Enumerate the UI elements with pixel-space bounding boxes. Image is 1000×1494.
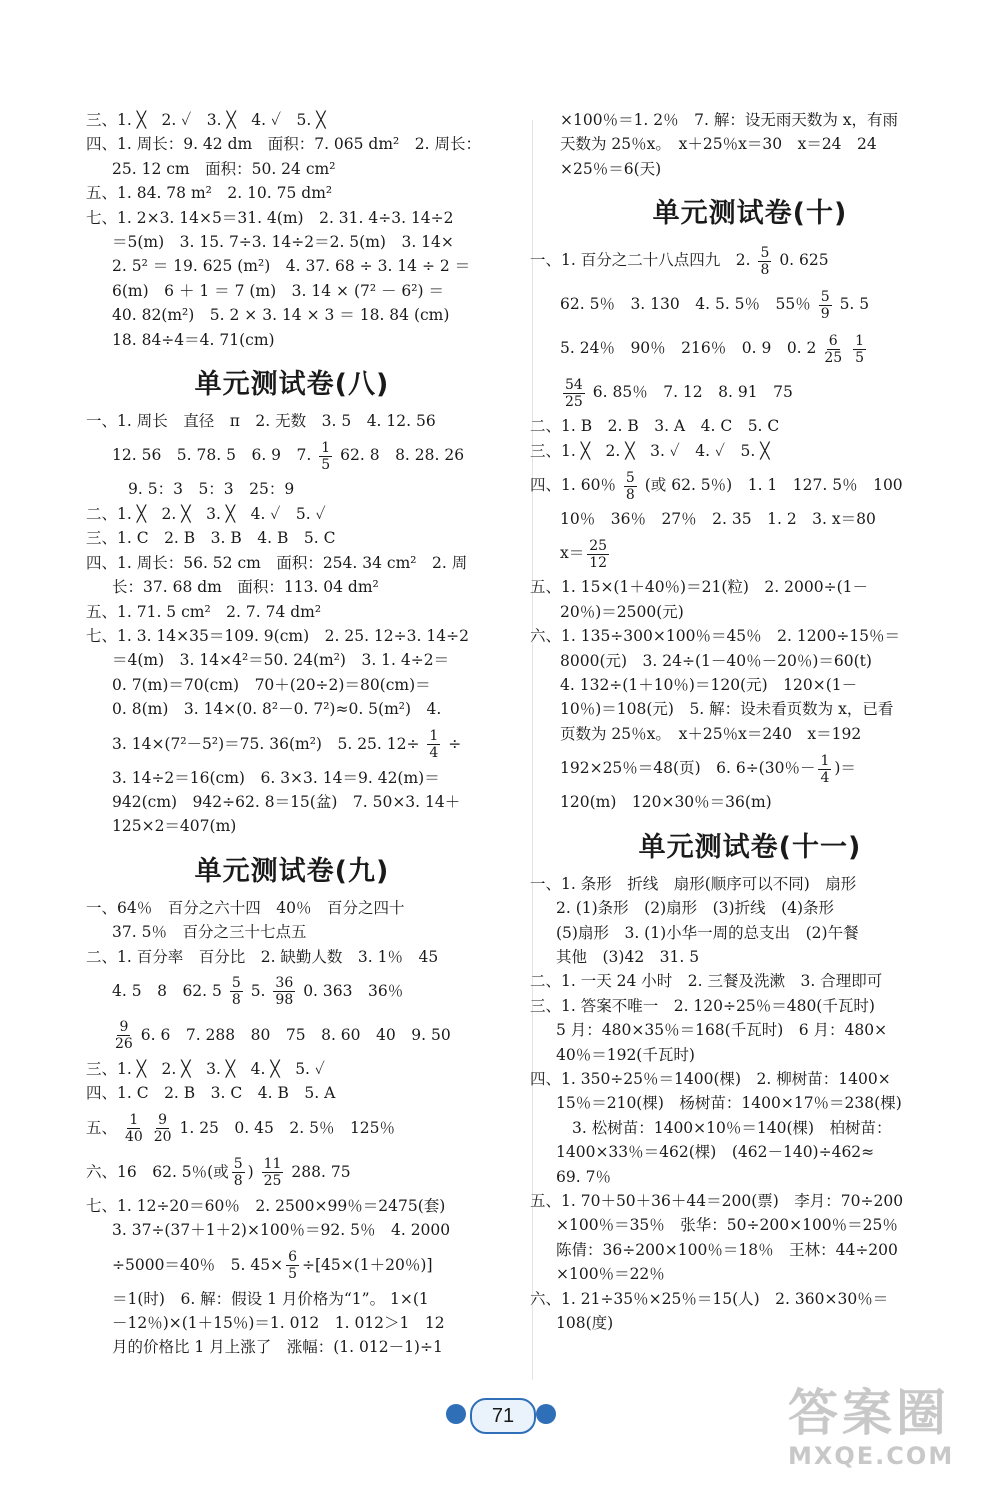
text-line: 10％)＝108(元) 5. 解：设未看页数为 x，已看 [560, 700, 894, 719]
text-line: 三、1. ╳ 2. ✓ 3. ╳ 4. ✓ 5. ╳ [86, 111, 326, 129]
fraction-numerator: 1 [321, 439, 331, 456]
fraction-denominator: 8 [231, 992, 241, 1009]
text-line [560, 746, 940, 790]
fraction-denominator: 40 [124, 1129, 143, 1146]
text-run: 6. 85％ 7. 12 8. 91 75 [592, 383, 793, 402]
text-line: －12％)×(1＋15％)＝1. 012 1. 012＞1 12 [112, 1314, 445, 1332]
text-line: 长：37. 68 dm 面积：113. 04 dm² [112, 578, 379, 597]
text-line: ＝4(m) 3. 14×4²＝50. 24(m²) 3. 1. 4÷2＝ [112, 651, 450, 670]
text-line [86, 1150, 498, 1194]
text-line [86, 1106, 498, 1150]
text-run: 12. 56 5. 78. 5 6. 9 7. [112, 446, 312, 465]
fraction-denominator: 8 [625, 486, 635, 503]
fraction-numerator: 25 [589, 537, 608, 554]
text-run: 四、1. 60％ [530, 476, 616, 495]
text-line [530, 463, 940, 507]
text-line: 108(度) [556, 1314, 614, 1332]
text-run: (或 62. 5％) 1. 1 127. 5％ 100 [644, 476, 903, 495]
fraction-denominator: 8 [760, 261, 770, 278]
text-line [86, 1013, 498, 1057]
text-line: (5)扇形 3. (1)小华一周的总支出 (2)午餐 [556, 923, 859, 942]
fraction-denominator: 25 [565, 393, 583, 410]
fraction-denominator: 98 [275, 992, 294, 1009]
text-run: 5. 24％ 90％ 216％ 0. 9 0. 2 [560, 339, 817, 358]
text-line: 四、1. 周长：56. 52 cm 面积：254. 34 cm² 2. 周 [86, 553, 468, 572]
text-line [86, 433, 498, 477]
fraction-denominator: 12 [589, 554, 608, 571]
text-line: 15％＝210(棵) 杨树苗：1400×17％＝238(棵) [556, 1094, 902, 1113]
text-line: 10％ 36％ 27％ 2. 35 1. 2 3. x＝80 [560, 510, 876, 529]
text-line: 五、1. 71. 5 cm² 2. 7. 74 dm² [86, 602, 322, 621]
fraction-numerator: 1 [855, 332, 865, 349]
text-run: 288. 75 [291, 1162, 351, 1181]
text-line: 三、1. 答案不唯一 2. 120÷25％＝480(千瓦时) [530, 996, 875, 1015]
text-line: 一、1. 条形 折线 扇形(顺序可以不同) 扇形 [530, 874, 857, 893]
text-line: 125×2＝407(m) [112, 817, 237, 836]
text-line: 七、1. 3. 14×35＝109. 9(cm) 2. 25. 12÷3. 14÷2 [86, 626, 469, 645]
text-line: 942(cm) 942÷62. 8＝15(盆) 7. 50×3. 14＋ [112, 792, 461, 811]
text-run: 0. 625 [779, 251, 829, 270]
fraction-numerator: 5 [760, 244, 770, 261]
test10-answers [530, 238, 940, 814]
pre-lines-right [560, 108, 940, 181]
text-line [560, 531, 940, 575]
text-line: 四、1. C 2. B 3. C 4. B 5. A [86, 1084, 336, 1103]
text-line: 5 月：480×35％＝168(千瓦时) 6 月：480× [556, 1021, 888, 1040]
watermark-url-text: MXQE.COM [788, 1442, 955, 1470]
fraction-denominator: 9 [820, 305, 830, 322]
text-line: 陈倩：36÷200×100％＝18％ 王林：44÷200 [556, 1240, 898, 1259]
pre-lines-left [86, 108, 498, 352]
text-run: 1. 25 0. 45 2. 5％ 125％ [179, 1118, 396, 1137]
text-line: 3. 37÷(37＋1＋2)×100％＝92. 5％ 4. 2000 [112, 1221, 451, 1240]
fraction-numerator: 54 [565, 376, 583, 393]
text-line: 三、1. ╳ 2. ╳ 3. ╳ 4. ╳ 5. ✓ [86, 1059, 325, 1078]
text-line: 二、1. B 2. B 3. A 4. C 5. C [530, 417, 780, 436]
text-run: 5. 5 [839, 295, 870, 314]
text-line: 18. 84÷4＝4. 71(cm) [112, 330, 275, 349]
fraction-denominator: 4 [429, 745, 439, 762]
fraction [853, 333, 866, 366]
section-title-test9: 单元测试卷(九) [194, 855, 390, 887]
fraction [758, 245, 771, 278]
text-line: 一、64％ 百分之六十四 40％ 百分之四十 [86, 898, 405, 917]
text-run: 6. 6 7. 288 80 75 8. 60 40 9. 50 [140, 1025, 451, 1044]
left-column [86, 108, 498, 1360]
text-line: 69. 7％ [556, 1167, 611, 1186]
fraction [319, 440, 332, 473]
fraction-numerator: 9 [119, 1019, 129, 1036]
fraction-numerator: 5 [625, 469, 635, 486]
fraction-numerator: 9 [158, 1112, 168, 1129]
page-number: 71 [470, 1398, 536, 1434]
text-line: 五、1. 15×(1＋40％)＝21(粒) 2. 2000÷(1－ [530, 578, 868, 597]
text-line: ×100％＝1. 2％ 7. 解：设无雨天数为 x，有雨 [560, 111, 899, 129]
text-line: 2. 5² ＝ 19. 625 (m²) 4. 37. 68 ÷ 3. 14 ÷ 2 ＝ [112, 257, 471, 276]
section-title-test10: 单元测试卷(十) [652, 198, 848, 230]
text-line: 二、1. ╳ 2. ╳ 3. ╳ 4. ✓ 5. ✓ [86, 504, 326, 523]
fraction-numerator: 5 [233, 1156, 243, 1173]
fraction-numerator: 1 [129, 1112, 139, 1129]
text-line: 三、1. C 2. B 3. B 4. B 5. C [86, 529, 336, 548]
fraction-denominator: 26 [115, 1036, 133, 1053]
fraction [115, 1019, 133, 1052]
fraction-numerator: 11 [263, 1156, 282, 1173]
fraction [230, 975, 243, 1008]
fraction-numerator: 6 [828, 332, 838, 349]
text-run: ÷[45×(1＋20％)] [302, 1255, 433, 1274]
text-line: 8000(元) 3. 24÷(1－40％－20％)＝60(t) [560, 651, 872, 670]
text-run: ÷ [448, 734, 462, 753]
text-line: 4. 132÷(1＋10％)＝120(元) 120×(1－ [560, 676, 858, 695]
fraction [154, 1112, 172, 1145]
fraction [273, 975, 295, 1008]
fraction [818, 753, 831, 786]
fraction [125, 1112, 143, 1145]
fraction [624, 470, 637, 503]
text-line: 三、1. ╳ 2. ╳ 3. ✓ 4. ✓ 5. ╳ [530, 441, 770, 460]
text-run: ÷5000＝40％ 5. 45× [112, 1255, 284, 1274]
text-line: 四、1. 350÷25％＝1400(棵) 2. 柳树苗：1400× [530, 1069, 891, 1088]
fraction [824, 333, 842, 366]
text-line [86, 969, 498, 1013]
fraction [286, 1249, 299, 1282]
text-line: 二、1. 百分率 百分比 2. 缺勤人数 3. 1％ 45 [86, 947, 439, 966]
fraction-numerator: 1 [429, 728, 439, 745]
fraction [427, 728, 440, 761]
fraction-numerator: 6 [288, 1249, 298, 1266]
text-line: 六、1. 21÷35％×25％＝15(人) 2. 360×30％＝ [530, 1289, 889, 1308]
text-line [560, 326, 940, 370]
text-line: 40％＝192(千瓦时) [556, 1045, 695, 1064]
text-line: 2. (1)条形 (2)扇形 (3)折线 (4)条形 [556, 899, 835, 918]
text-line: ＝1(时) 6. 解：假设 1 月价格为“1”。 1×(1 [112, 1289, 429, 1308]
text-line: 月的价格比 1 月上涨了 涨幅：(1. 012－1)÷1 [112, 1338, 443, 1357]
text-line: 七、1. 2×3. 14×5＝31. 4(m) 2. 31. 4÷3. 14÷2 [86, 208, 454, 227]
fraction [563, 377, 585, 410]
text-line: ×25％＝6(天) [560, 159, 662, 178]
text-line [530, 238, 940, 282]
text-line: 1400×33％＝462(棵) (462－140)÷462≈ [556, 1143, 875, 1162]
text-line: 6(m) 6 ＋ 1 ＝ 7 (m) 3. 14 × (7² － 6²) ＝ [112, 281, 444, 300]
fraction [232, 1156, 245, 1189]
watermark-main-text: 答案圈 [788, 1384, 950, 1442]
text-line: 五、1. 70＋50＋36＋44＝200(票) 李月：70÷200 [530, 1191, 904, 1210]
right-column [530, 108, 940, 1335]
text-run: 62. 5％ 3. 130 4. 5. 5％ 55％ [560, 295, 811, 314]
fraction-denominator: 5 [288, 1266, 298, 1283]
text-line [86, 722, 498, 766]
text-line: 天数为 25％x。 x＋25％x＝30 x＝24 24 [560, 135, 877, 154]
text-line [560, 370, 940, 414]
test8-answers [86, 409, 498, 839]
text-run: 5. [250, 981, 266, 1000]
text-line: 0. 7(m)＝70(cm) 70＋(20÷2)＝80(cm)＝ [112, 675, 431, 694]
text-line: 其他 (3)42 31. 5 [556, 947, 700, 966]
text-line: 3. 松树苗：1400×10％＝140(棵) 柏树苗： [572, 1118, 892, 1137]
text-line: 37. 5％ 百分之三十七点五 [112, 923, 307, 942]
text-line: 3. 14÷2＝16(cm) 6. 3×3. 14＝9. 42(m)＝ [112, 768, 440, 787]
fraction-numerator: 36 [275, 975, 294, 992]
page-ornament-right-icon [536, 1404, 556, 1424]
text-line: 二、1. 一天 24 小时 2. 三餐及洗漱 3. 合理即可 [530, 972, 883, 991]
fraction [819, 289, 832, 322]
text-run: x＝ [560, 544, 585, 563]
fraction-numerator: 5 [231, 975, 241, 992]
section-title-test8: 单元测试卷(八) [194, 369, 390, 401]
text-run: 一、1. 百分之二十八点四九 2. [530, 251, 751, 270]
text-line: 120(m) 120×30％＝36(m) [560, 793, 772, 812]
section-title-test11: 单元测试卷(十一) [638, 831, 862, 863]
text-line: 一、1. 周长 直径 π 2. 无数 3. 5 4. 12. 56 [86, 412, 436, 431]
fraction-numerator: 5 [820, 288, 830, 305]
page-ornament-left-icon [446, 1404, 466, 1424]
fraction-denominator: 8 [233, 1173, 243, 1190]
text-run: 192×25％＝48(页) 6. 6÷(30％－ [560, 759, 816, 778]
fraction [262, 1156, 284, 1189]
text-line: ＝5(m) 3. 15. 7÷3. 14÷2＝2. 5(m) 3. 14× [112, 233, 454, 252]
fraction-denominator: 20 [153, 1129, 172, 1146]
fraction [587, 538, 609, 571]
fraction-denominator: 4 [820, 769, 830, 786]
watermark-logo [788, 1384, 996, 1492]
test9-answers [86, 896, 498, 1360]
text-run: )＝ [834, 759, 856, 778]
text-line: 四、1. 周长：9. 42 dm 面积：7. 065 dm² 2. 周长： [86, 135, 481, 154]
text-run: 4. 5 8 62. 5 [112, 981, 222, 1000]
text-line: 六、1. 135÷300×100％＝45％ 2. 1200÷15％＝ [530, 627, 901, 646]
text-line [86, 1243, 498, 1287]
fraction-denominator: 25 [263, 1173, 282, 1190]
text-run: ) [247, 1162, 254, 1181]
fraction-numerator: 1 [820, 752, 830, 769]
fraction-denominator: 5 [321, 456, 331, 473]
text-line: 9. 5：3 5：3 25：9 [128, 480, 295, 499]
text-line: 25. 12 cm 面积：50. 24 cm² [112, 159, 336, 178]
fraction-denominator: 5 [855, 349, 865, 366]
text-line: ×100％＝35％ 张华：50÷200×100％＝25％ [556, 1216, 898, 1235]
text-run: 六、16 62. 5％(或 [86, 1162, 229, 1181]
test11-answers [530, 872, 940, 1336]
text-line: 五、1. 84. 78 m² 2. 10. 75 dm² [86, 184, 333, 203]
text-line: ×100％＝22％ [556, 1265, 665, 1284]
text-line: 页数为 25％x。 x＋25％x＝240 x＝192 [560, 724, 862, 743]
fraction-denominator: 25 [824, 349, 843, 366]
text-line: 20％)＝2500(元) [560, 602, 684, 621]
text-line: 七、1. 12÷20＝60％ 2. 2500×99％＝2475(套) [86, 1196, 446, 1215]
text-run: 62. 8 8. 28. 26 [340, 446, 465, 465]
text-run: 五、 [86, 1118, 118, 1137]
text-line: 40. 82(m²) 5. 2 × 3. 14 × 3 ＝ 18. 84 (cm) [112, 306, 450, 325]
text-run: 0. 363 36％ [303, 981, 404, 1000]
text-run: 3. 14×(7²－5²)＝75. 36(m²) 5. 25. 12÷ [112, 734, 420, 753]
text-line [560, 282, 940, 326]
text-line: 0. 8(m) 3. 14×(0. 8²－0. 7²)≈0. 5(m²) 4. [112, 700, 442, 719]
